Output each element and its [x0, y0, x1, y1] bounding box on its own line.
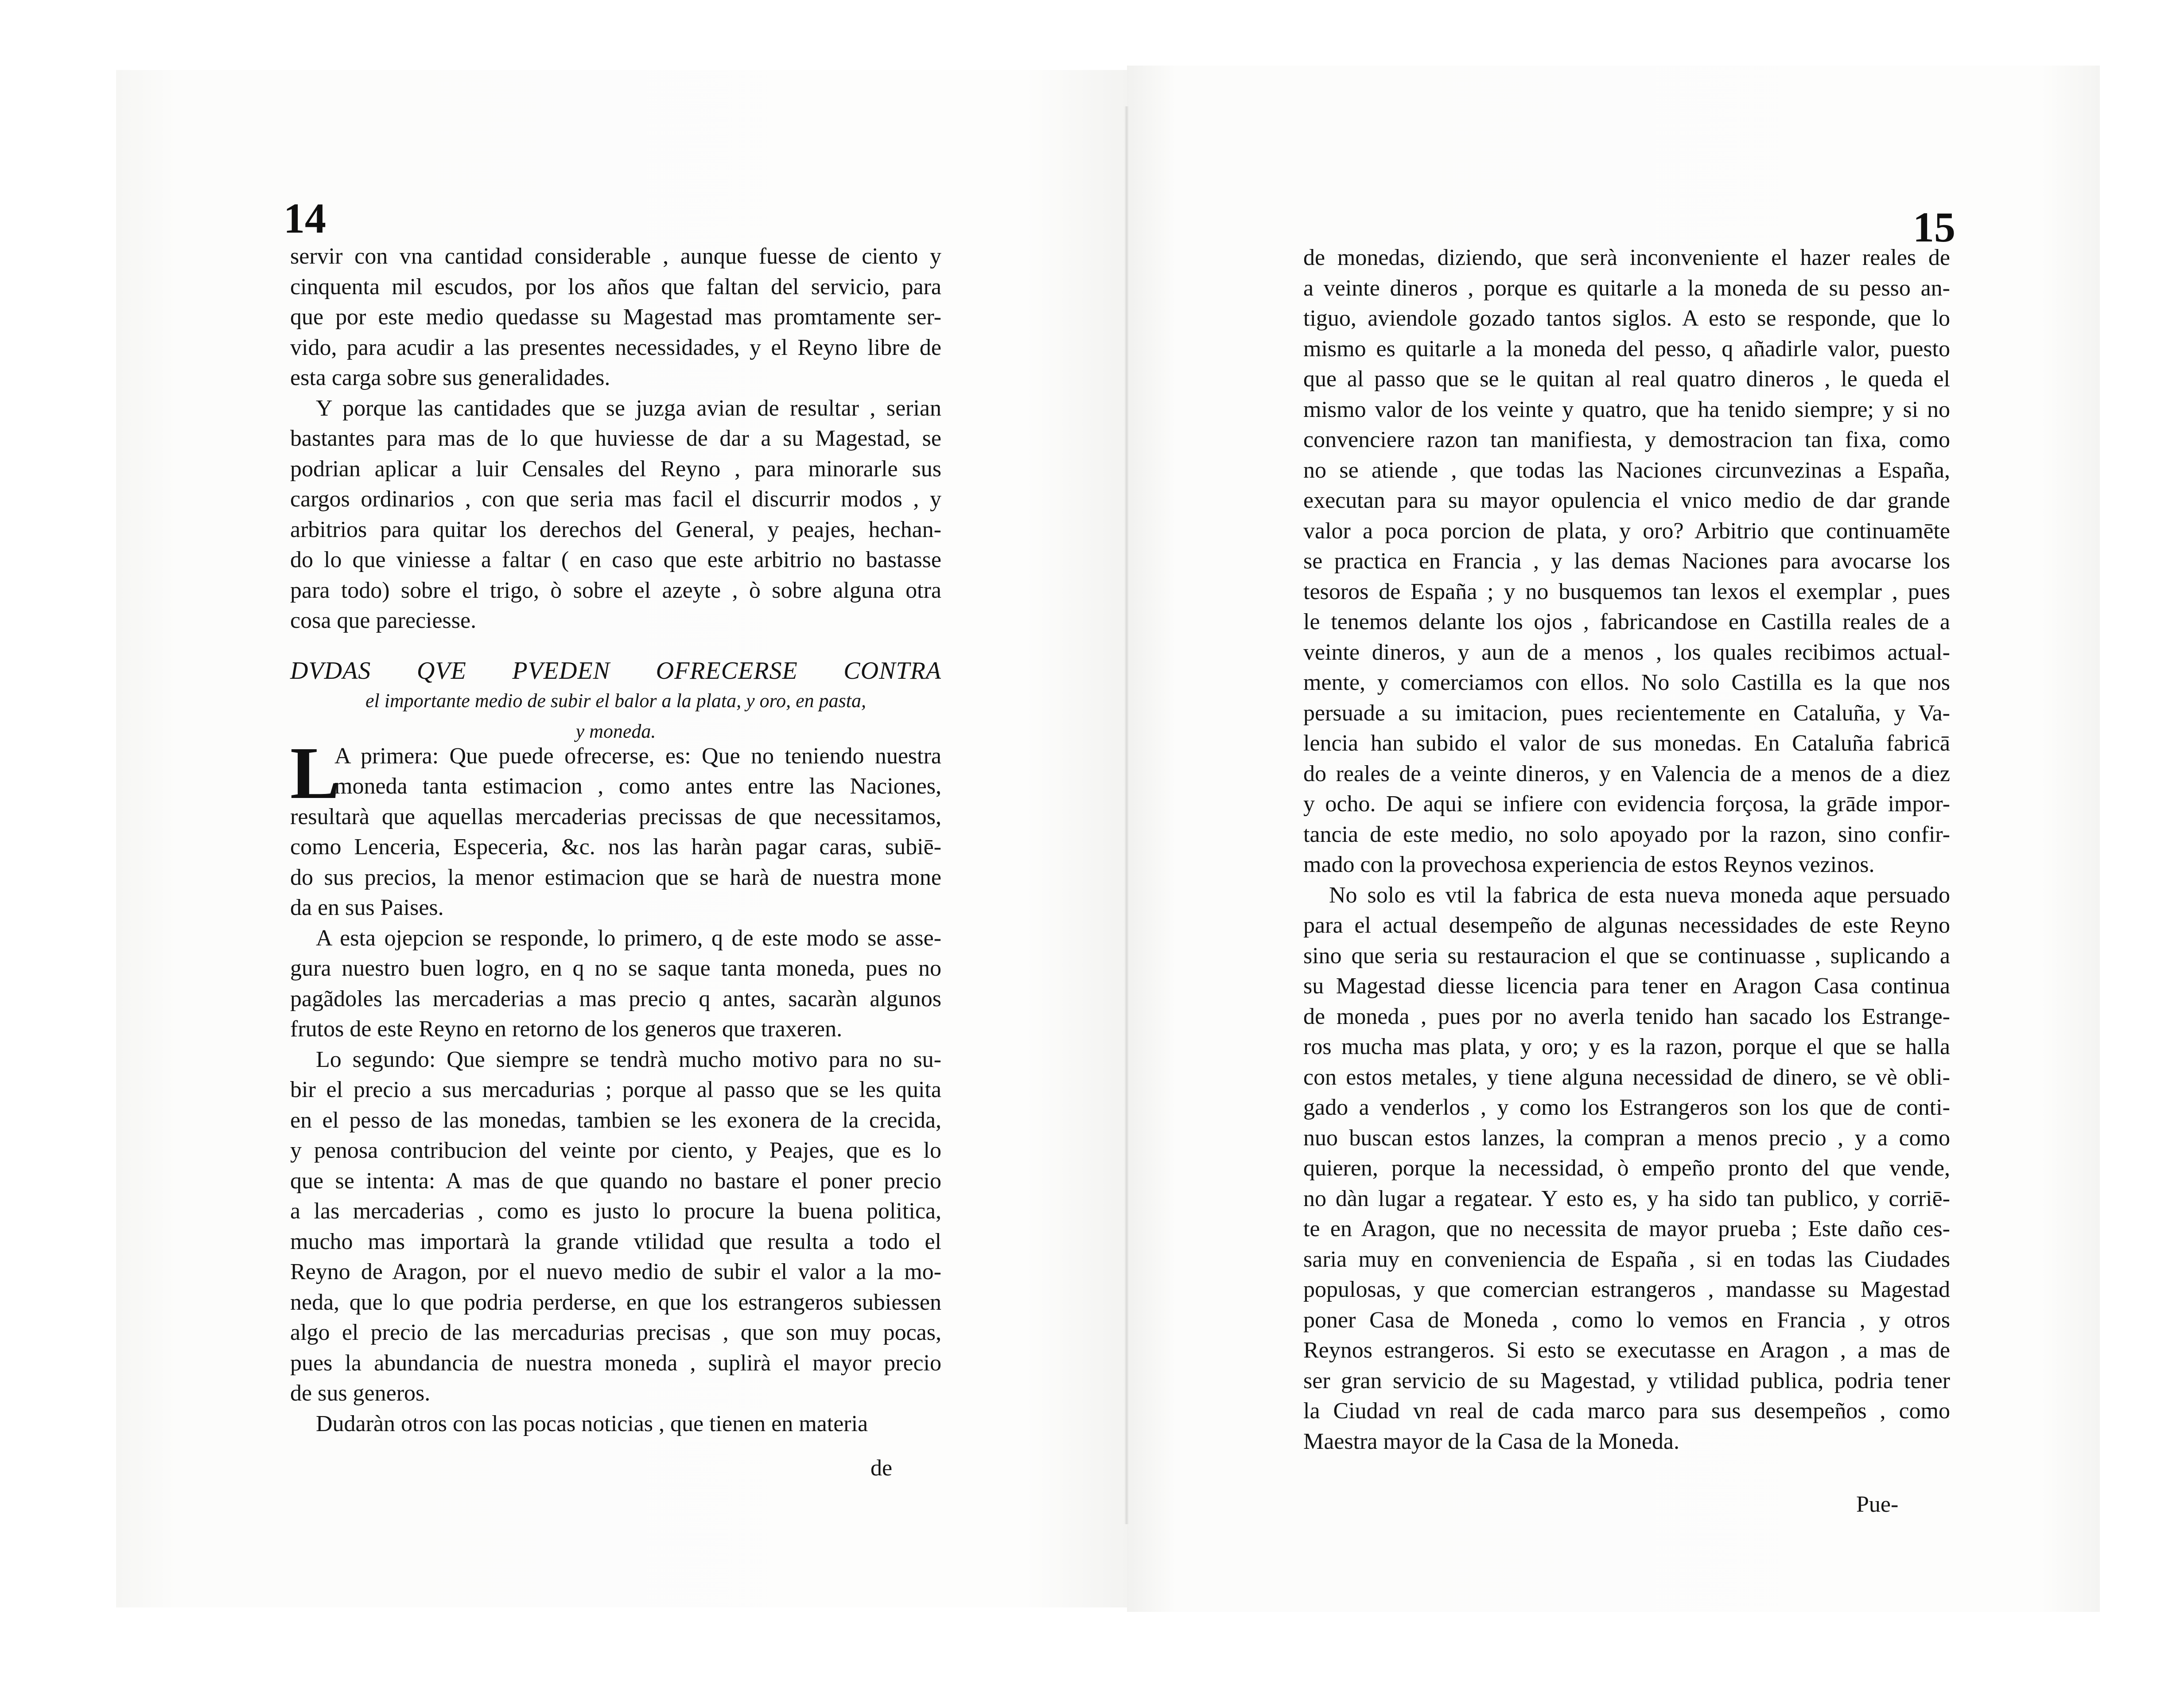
- text-line: gura nuestro buen logro, en q no se saque tanta moneda, pues no: [290, 956, 941, 981]
- text-line: persuade a su imitacion, pues recientemente en Cataluña, y Va-: [1303, 700, 1950, 726]
- text-line: moneda tanta estimacion , como antes entre las Naciones,: [334, 774, 941, 799]
- text-line: para el actual desempeño de algunas necessidades de este Reyno: [1303, 913, 1950, 938]
- section-heading: [290, 656, 941, 741]
- text-line: tiguo, aviendole gozado tantos siglos. A esto se responde, que lo: [1303, 306, 1950, 331]
- text-line: con estos metales, y tiene alguna necessidad de dinero, se vè obli-: [1303, 1064, 1950, 1090]
- text-line: do reales de a veinte dineros, y en Valencia de a menos de a diez: [1303, 761, 1950, 786]
- text-line: te en Aragon, que no necessita de mayor prueba ; Este daño ces-: [1303, 1216, 1950, 1241]
- text-line: cinquenta mil escudos, por los años que faltan del servicio, para: [290, 274, 941, 300]
- text-line: que se intenta: A mas de que quando no bastare el poner precio: [290, 1168, 941, 1194]
- text-line: mente, y comerciamos con ellos. No solo Castilla es la que nos: [1303, 670, 1950, 695]
- text-line: que al passo que se le quitan al real quatro dineros , le queda el: [1303, 366, 1950, 392]
- paragraph: [290, 1409, 941, 1440]
- text-line: Maestra mayor de la Casa de la Moneda.: [1303, 1428, 1680, 1454]
- paragraph: [290, 732, 941, 923]
- text-line: algo el precio de las mercadurias precisas , que son muy pocas,: [290, 1320, 941, 1345]
- text-line: Reyno de Aragon, por el nuevo medio de subir el valor a la mo-: [290, 1259, 941, 1284]
- text-line: sino que seria su restauracion el que se continuasse , suplicando a: [1303, 943, 1950, 969]
- text-line: esta carga sobre sus generalidades.: [290, 365, 610, 390]
- text-line: quieren, porque la necessidad, ò empeño pronto del que vende,: [1303, 1156, 1950, 1181]
- text-line: y ocho. De aqui se infiere con evidencia forçosa, la grāde impor-: [1303, 791, 1950, 817]
- right-page-number: 15: [1913, 203, 1955, 251]
- text-line: ros mucha mas plata, y oro; y es la razon, porque el que se halla: [1303, 1034, 1950, 1059]
- right-catchword: Pue-: [1856, 1492, 1899, 1517]
- text-line: saria muy en conveniencia de España , si en todas las Ciudades: [1303, 1246, 1950, 1272]
- left-page-text: [290, 241, 941, 1439]
- text-line: resultarà que aquellas mercaderias precissas de que necessitamos,: [290, 804, 941, 829]
- drop-cap-letter: L: [290, 732, 340, 814]
- left-catchword: de: [870, 1455, 893, 1481]
- text-line: do lo que viniesse a faltar ( en caso que este arbitrio no bastasse: [290, 547, 941, 572]
- text-line: como Lenceria, Especeria, &c. nos las haràn pagar caras, subiē-: [290, 834, 941, 860]
- text-line: de moneda , pues por no averla tenido han sacado los Estrange-: [1303, 1004, 1950, 1029]
- heading-subtitle: y moneda.: [575, 720, 656, 742]
- text-line: No solo es vtil la fabrica de esta nueva moneda aque persuado: [1329, 882, 1950, 908]
- paragraph: [1303, 243, 1950, 880]
- text-line: no se atiende , que todas las Naciones circunvezinas a España,: [1303, 457, 1950, 483]
- text-line: A primera: Que puede ofrecerse, es: Que no teniendo nuestra: [334, 743, 941, 769]
- text-line: cosa que pareciesse.: [290, 608, 477, 633]
- text-line: y penosa contribucion del veinte por ciento, y Peajes, que es lo: [290, 1138, 941, 1163]
- text-line: de sus generos.: [290, 1381, 431, 1406]
- text-line: convenciere razon tan manifiesta, y demostracion tan fixa, como: [1303, 427, 1950, 452]
- text-line: poner Casa de Moneda , como lo vemos en Francia , y otros: [1303, 1307, 1950, 1333]
- text-line: Reynos estrangeros. Si esto se executasse en Aragon , a mas de: [1303, 1338, 1950, 1363]
- paragraph: [290, 923, 941, 1045]
- text-line: a las mercaderias , como es justo lo procure la buena politica,: [290, 1198, 941, 1224]
- text-line: mismo es quitarle a la moneda del pesso, q añadirle valor, puesto: [1303, 336, 1950, 362]
- text-line: pues la abundancia de nuestra moneda , suplirà el mayor precio: [290, 1350, 941, 1376]
- text-line: populosas, y que comercian estrangeros , mandasse su Magestad: [1303, 1277, 1950, 1302]
- text-line: tesoros de España ; y no busquemos tan lexos el exemplar , pues: [1303, 579, 1950, 604]
- text-line: en el pesso de las monedas, tambien se les exonera de la crecida,: [290, 1107, 941, 1133]
- text-line: Dudaràn otros con las pocas noticias , que tienen en materia: [316, 1411, 868, 1436]
- text-line: mucho mas importarà la grande vtilidad que resulta a todo el: [290, 1229, 941, 1254]
- text-line: a veinte dineros , porque es quitarle a la moneda de su pesso an-: [1303, 275, 1950, 301]
- right-page-text: [1303, 243, 1950, 1457]
- text-line: para todo) sobre el trigo, ò sobre el azeyte , ò sobre alguna otra: [290, 577, 941, 603]
- text-line: ser gran servicio de su Magestad, y vtilidad publica, podria tener: [1303, 1368, 1950, 1393]
- text-line: que por este medio quedasse su Magestad mas promtamente ser-: [290, 304, 941, 330]
- heading-subtitle: el importante medio de subir el balor a la plata, y oro, en pasta,: [365, 690, 867, 712]
- text-line: vido, para acudir a las presentes necessidades, y el Reyno libre de: [290, 335, 941, 360]
- text-line: no dàn lugar a regatear. Y esto es, y ha sido tan publico, y corriē-: [1303, 1186, 1950, 1211]
- paragraph: [290, 1045, 941, 1409]
- text-line: do sus precios, la menor estimacion que se harà de nuestra mone: [290, 864, 941, 890]
- text-line: mado con la provechosa experiencia de estos Reynos vezinos.: [1303, 852, 1875, 877]
- left-page-number: 14: [284, 195, 326, 242]
- heading-title: DVDAS QVE PVEDEN OFRECERSE CONTRA: [290, 657, 941, 685]
- text-line: Lo segundo: Que siempre se tendrà mucho motivo para no su-: [316, 1047, 941, 1072]
- paragraph: [290, 393, 941, 636]
- text-line: neda, que lo que podria perderse, en que los estrangeros subiessen: [290, 1289, 941, 1315]
- text-line: veinte dineros, y aun de a menos , los quales recibimos actual-: [1303, 639, 1950, 665]
- text-line: cargos ordinarios , con que seria mas facil el discurrir modos , y: [290, 486, 941, 512]
- text-line: executan para su mayor opulencia el vnico medio de dar grande: [1303, 488, 1950, 513]
- text-line: podrian aplicar a luir Censales del Reyno , para minorarle sus: [290, 456, 941, 482]
- text-line: valor a poca porcion de plata, y oro? Arbitrio que continuamēte: [1303, 518, 1950, 544]
- text-line: se practica en Francia , y las demas Naciones para avocarse los: [1303, 549, 1950, 574]
- text-line: la Ciudad vn real de cada marco para sus desempeños , como: [1303, 1398, 1950, 1424]
- text-line: le tenemos delante los ojos , fabricandose en Castilla reales de a: [1303, 609, 1950, 634]
- text-line: frutos de este Reyno en retorno de los generos que traxeren.: [290, 1016, 843, 1042]
- text-line: de monedas, diziendo, que serà inconveniente el hazer reales de: [1303, 245, 1950, 270]
- paragraph: [1303, 880, 1950, 1457]
- text-line: pagãdoles las mercaderias a mas precio q antes, sacaràn algunos: [290, 986, 941, 1012]
- text-line: gado a venderlos , y como los Estrangeros son los que de conti-: [1303, 1095, 1950, 1120]
- text-line: bastantes para mas de lo que huviesse de dar a su Magestad, se: [290, 426, 941, 451]
- text-line: A esta ojepcion se responde, lo primero, q de este modo se asse-: [316, 925, 941, 951]
- text-line: su Magestad diesse licencia para tener en Aragon Casa continua: [1303, 973, 1950, 999]
- text-line: nuo buscan estos lanzes, la compran a menos precio , y a como: [1303, 1125, 1950, 1151]
- book-gutter: [1124, 106, 1129, 1524]
- text-line: da en sus Paises.: [290, 895, 444, 920]
- text-line: Y porque las cantidades que se juzga avian de resultar , serian: [316, 395, 941, 421]
- text-line: mismo valor de los veinte y quatro, que ha tenido siempre; y si no: [1303, 397, 1950, 422]
- paragraph: [290, 241, 941, 393]
- text-line: tancia de este medio, no solo apoyado por la razon, sino confir-: [1303, 821, 1950, 847]
- text-line: lencia han subido el valor de sus monedas. En Cataluña fabricā: [1303, 731, 1950, 756]
- text-line: bir el precio a sus mercadurias ; porque al passo que se les quita: [290, 1077, 941, 1102]
- text-line: arbitrios para quitar los derechos del General, y peajes, hechan-: [290, 517, 941, 542]
- text-line: servir con vna cantidad considerable , aunque fuesse de ciento y: [290, 244, 941, 269]
